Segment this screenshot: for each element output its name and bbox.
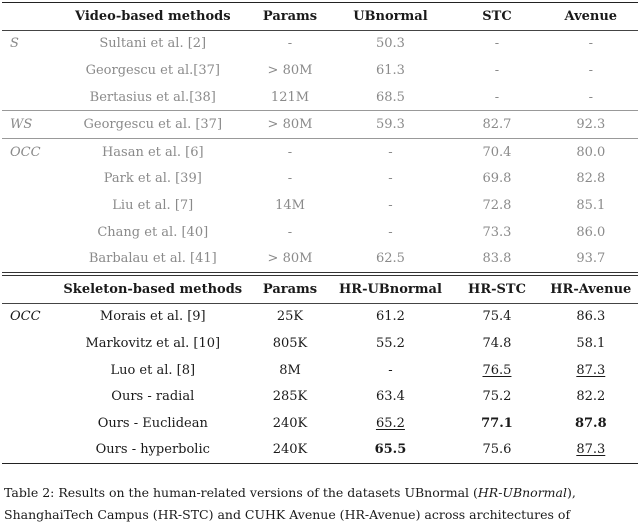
header-method: Skeleton-based methods	[56, 274, 249, 303]
params-cell: -	[287, 36, 293, 52]
stc-cell-second-best: 76.5	[482, 362, 512, 378]
header-group	[2, 3, 56, 31]
caption-line-2: ShanghaiTech Campus (HR-STC) and CUHK Avenue (HR-Avenue) across architectures of	[4, 507, 571, 522]
ubnormal-cell: 59.3	[331, 111, 451, 139]
ubnormal-cell: 68.5	[375, 89, 405, 105]
method-cell: Park et al. [39]	[103, 171, 202, 187]
group-label: S	[10, 36, 19, 52]
table-row	[2, 30, 638, 57]
caption-dataset-name: HR-UBnormal	[477, 485, 567, 500]
stc-cell: -	[494, 89, 500, 105]
stc-cell: 69.8	[482, 171, 512, 187]
stc-cell: 75.4	[482, 309, 512, 325]
stc-cell: 83.8	[482, 251, 512, 267]
method-cell: Markovitz et al. [10]	[85, 335, 221, 351]
header-method: Video-based methods	[56, 3, 249, 31]
stc-cell: -	[494, 36, 500, 52]
group-label	[2, 357, 56, 384]
table-row	[2, 357, 638, 384]
method-cell: Luo et al. [8]	[110, 362, 196, 378]
avenue-cell: 86.0	[576, 224, 606, 240]
ubnormal-cell: -	[388, 171, 393, 187]
group-label: WS	[2, 111, 56, 139]
params-cell: 8M	[279, 362, 301, 378]
stc-cell: 72.8	[482, 197, 512, 213]
avenue-cell: 92.3	[544, 111, 638, 139]
stc-cell: 70.4	[450, 138, 543, 165]
table-row	[2, 166, 638, 193]
method-cell: Morais et al. [9]	[99, 309, 206, 325]
table-row	[2, 437, 638, 464]
method-cell: Chang et al. [40]	[97, 224, 209, 240]
group-label: OCC	[2, 138, 56, 165]
params-cell: 25K	[276, 309, 304, 325]
group-label	[2, 166, 56, 193]
stc-cell: 74.8	[482, 335, 512, 351]
table-row	[2, 57, 638, 84]
method-cell: Bertasius et al.[38]	[89, 89, 216, 105]
group-label	[2, 84, 56, 111]
header-hr-stc: HR-STC	[450, 274, 543, 303]
avenue-cell: -	[588, 36, 593, 52]
params-cell: 240K	[249, 437, 330, 464]
params-cell: -	[287, 224, 293, 240]
avenue-cell: 82.8	[576, 171, 606, 187]
ubnormal-cell: -	[388, 362, 393, 378]
stc-cell-best: 77.1	[481, 415, 513, 431]
header-hr-ubnormal: HR-UBnormal	[331, 274, 451, 303]
ubnormal-cell: 62.5	[375, 251, 405, 267]
table-row	[2, 410, 638, 437]
method-cell: Ours - radial	[111, 389, 195, 405]
table-row	[2, 84, 638, 111]
group-label	[2, 437, 56, 464]
avenue-cell-second-best: 87.3	[544, 437, 638, 464]
params-cell: -	[287, 171, 293, 187]
header-params: Params	[249, 274, 330, 303]
group-label	[2, 192, 56, 219]
method-cell: Hasan et al. [6]	[56, 138, 249, 165]
method-cell: Georgescu et al.[37]	[85, 62, 220, 78]
header-params: Params	[249, 3, 330, 31]
ubnormal-cell-second-best: 65.2	[375, 415, 405, 431]
avenue-cell-second-best: 87.3	[576, 362, 606, 378]
caption-line-1	[4, 482, 640, 504]
method-cell: Georgescu et al. [37]	[56, 111, 249, 139]
stc-cell: 75.6	[450, 437, 543, 464]
avenue-cell: 85.1	[576, 197, 606, 213]
params-cell: 285K	[272, 389, 308, 405]
group-label	[2, 330, 56, 357]
group-label	[2, 383, 56, 410]
table-row	[2, 303, 638, 330]
table-caption	[4, 482, 640, 526]
group-label	[2, 57, 56, 84]
method-cell: Liu et al. [7]	[112, 197, 194, 213]
avenue-cell: 80.0	[544, 138, 638, 165]
ubnormal-cell: 61.3	[375, 62, 405, 78]
header-stc: STC	[450, 3, 543, 31]
ubnormal-cell: 61.2	[375, 309, 405, 325]
avenue-cell: 93.7	[576, 251, 606, 267]
table-row	[2, 111, 638, 139]
caption-text: ),	[567, 485, 576, 500]
ubnormal-cell-best: 65.5	[331, 437, 451, 464]
params-cell: 14M	[275, 197, 305, 213]
method-cell: Ours - hyperbolic	[56, 437, 249, 464]
avenue-cell: 58.1	[576, 335, 606, 351]
ubnormal-cell: -	[331, 138, 451, 165]
table-row	[2, 138, 638, 165]
caption-text: Table 2: Results on the human-related versions of the datasets UBnormal (	[4, 485, 478, 500]
table-row	[2, 192, 638, 219]
params-cell: 240K	[272, 415, 308, 431]
params-cell: 805K	[272, 335, 308, 351]
params-cell: > 80M	[267, 62, 313, 78]
header-avenue: Avenue	[544, 3, 638, 31]
group-label	[2, 245, 56, 274]
table-row	[2, 383, 638, 410]
group-label	[2, 410, 56, 437]
header-hr-avenue: HR-Avenue	[544, 274, 638, 303]
ubnormal-cell: -	[388, 197, 393, 213]
header-group	[2, 274, 56, 303]
method-cell: Barbalau et al. [41]	[88, 251, 217, 267]
group-label	[2, 219, 56, 246]
avenue-cell: -	[588, 62, 593, 78]
method-cell: Sultani et al. [2]	[99, 36, 207, 52]
stc-cell: 82.7	[450, 111, 543, 139]
group-label: OCC	[10, 309, 41, 325]
header-ubnormal: UBnormal	[331, 3, 451, 31]
params-cell: > 80M	[249, 111, 330, 139]
avenue-cell: 86.3	[576, 309, 606, 325]
skeleton-header-row	[2, 274, 638, 303]
table-row	[2, 245, 638, 274]
method-cell: Ours - Euclidean	[97, 415, 208, 431]
avenue-cell: 82.2	[576, 389, 606, 405]
avenue-cell-best: 87.8	[574, 415, 607, 431]
stc-cell: 75.2	[482, 389, 512, 405]
ubnormal-cell: 50.3	[375, 36, 405, 52]
params-cell: 121M	[270, 89, 310, 105]
video-header-row	[2, 3, 638, 31]
ubnormal-cell: 63.4	[375, 389, 405, 405]
params-cell: -	[249, 138, 330, 165]
avenue-cell: -	[588, 89, 593, 105]
results-table	[2, 2, 638, 464]
table-row	[2, 219, 638, 246]
ubnormal-cell: -	[388, 224, 393, 240]
table-row	[2, 330, 638, 357]
ubnormal-cell: 55.2	[375, 335, 405, 351]
params-cell: > 80M	[267, 251, 313, 267]
stc-cell: 73.3	[482, 224, 512, 240]
stc-cell: -	[494, 62, 500, 78]
